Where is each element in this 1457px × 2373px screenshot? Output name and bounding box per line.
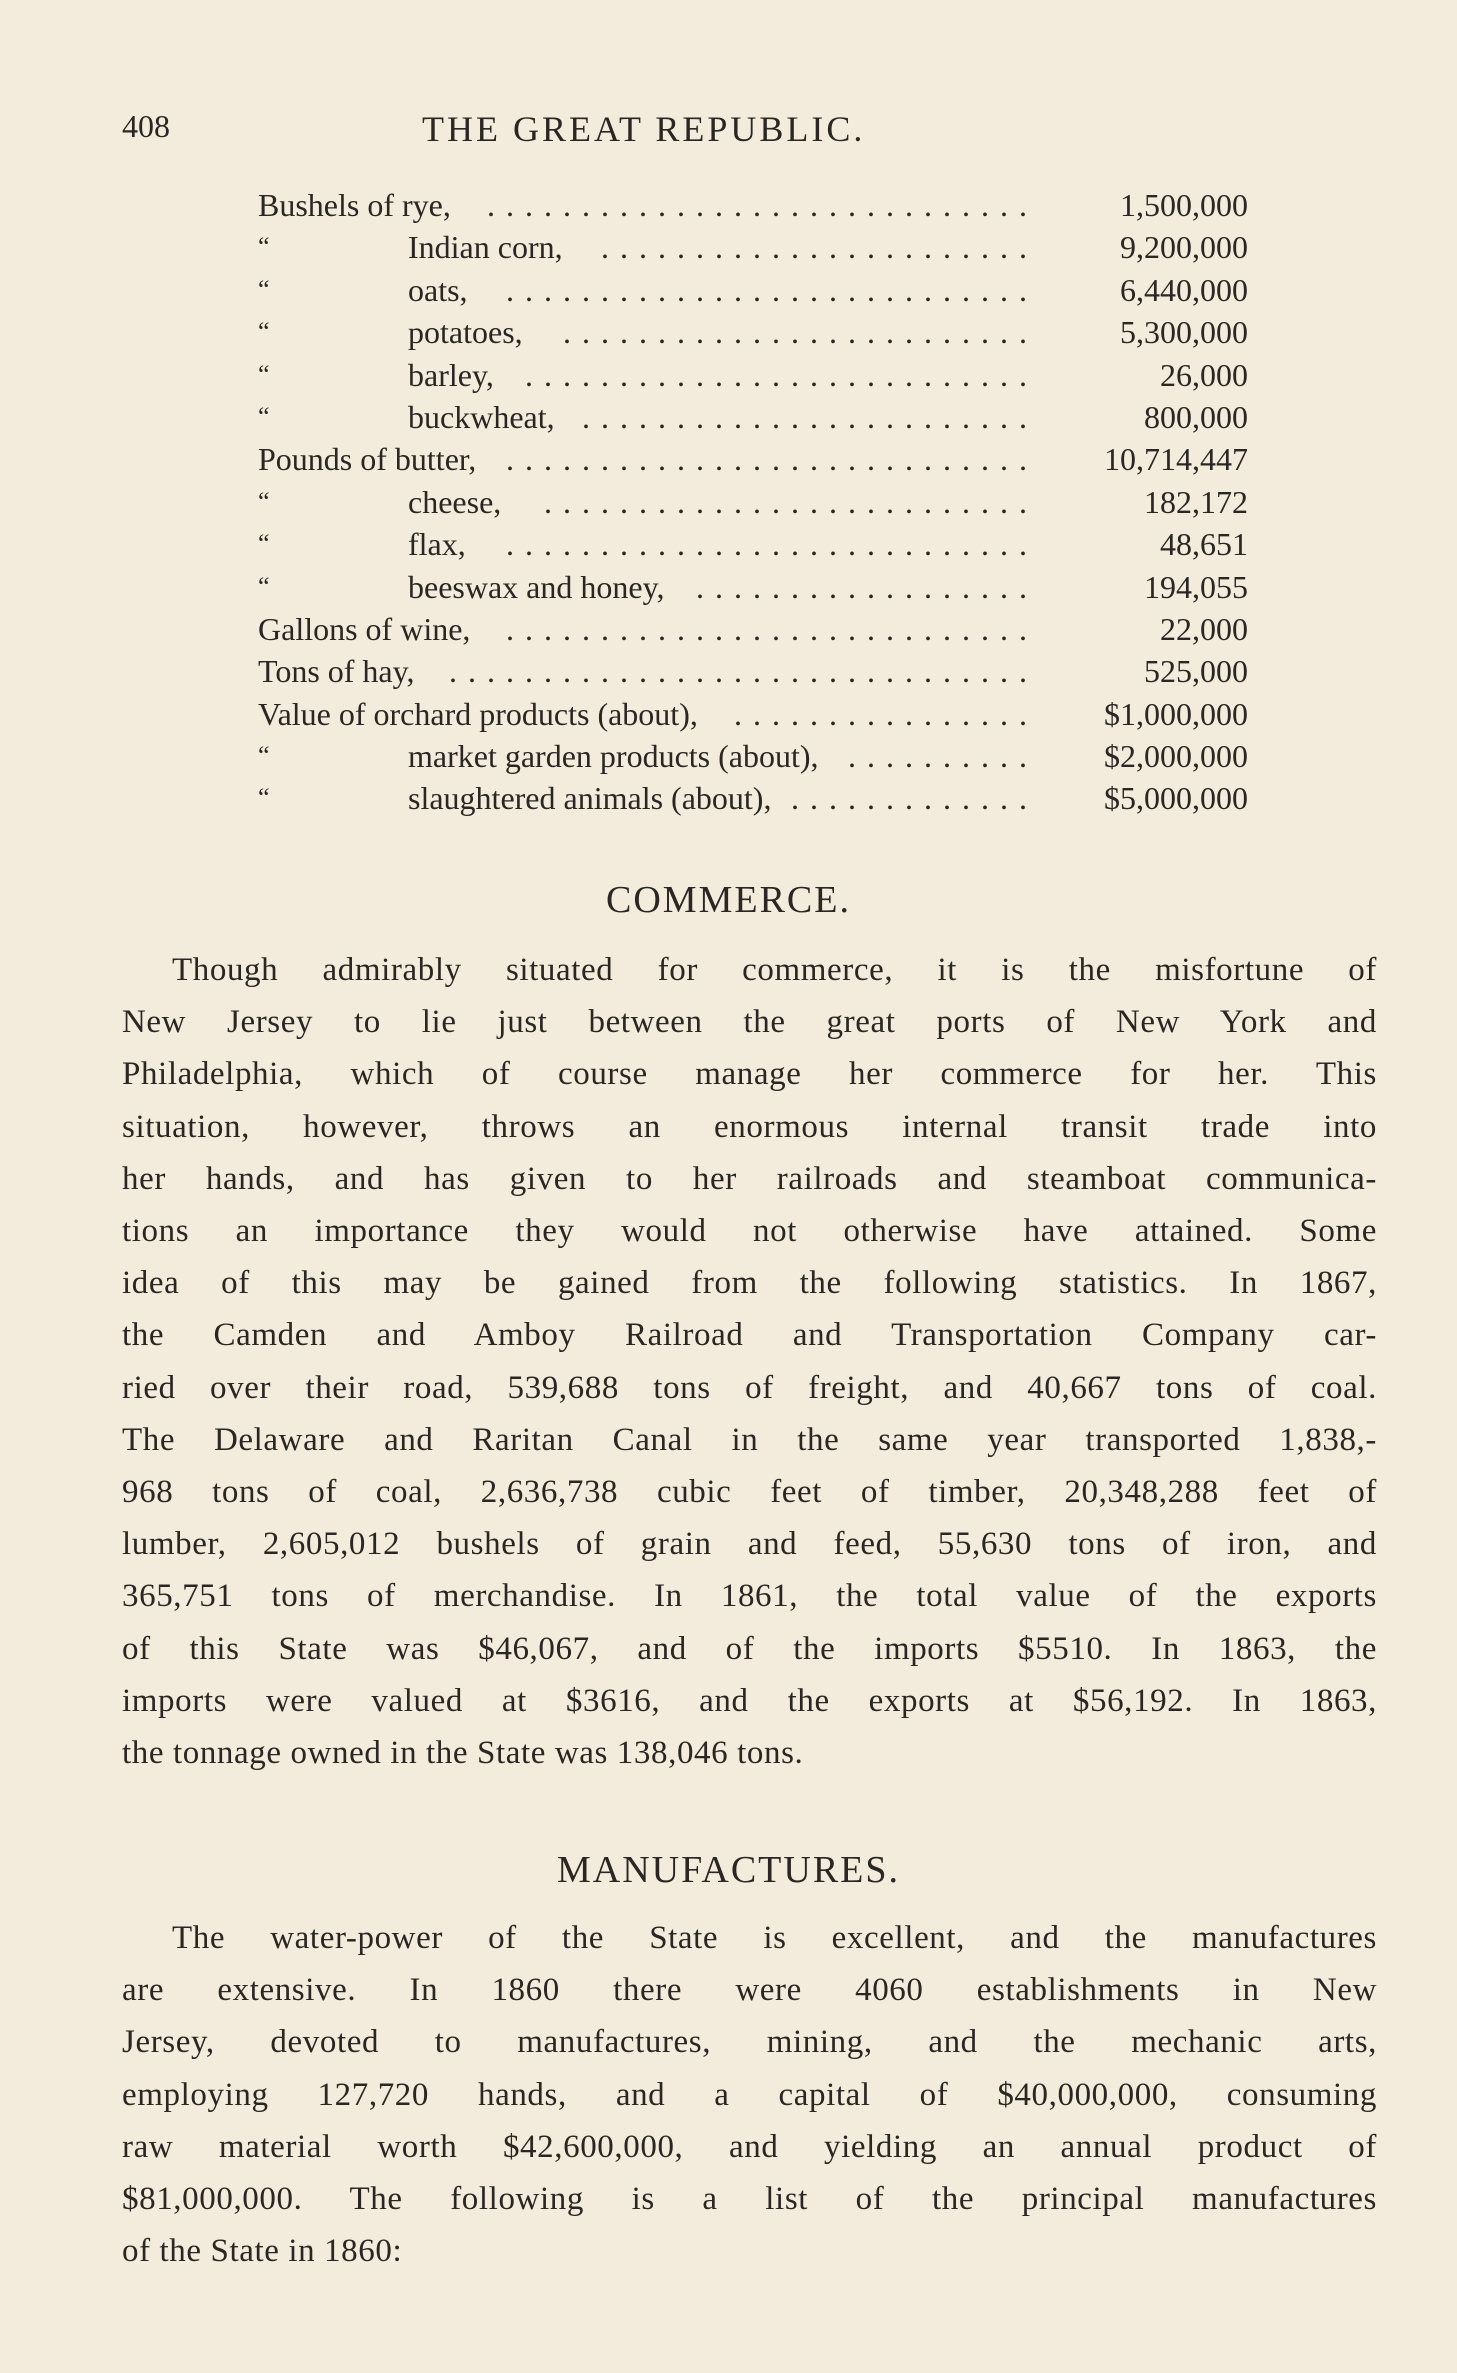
stat-label: wine, (400, 610, 471, 647)
text-line: are extensive. In 1860 there were 4060 establishments in New (122, 1972, 1377, 2009)
leader-dots: ............................ (506, 610, 1038, 647)
stat-label: buckwheat, (408, 398, 555, 435)
text-line: tions an importance they would not otherwise have attained. Some (122, 1213, 1377, 1250)
stat-label: butter, (394, 441, 477, 478)
stat-value: 9,200,000 (1120, 229, 1248, 266)
stat-label: oats, (408, 271, 468, 308)
text-line: employing 127,720 hands, and a capital of $40,000,000, consuming (122, 2076, 1377, 2113)
statistics-table (258, 184, 1248, 820)
stat-value: $1,000,000 (1104, 695, 1248, 732)
stat-label: slaughtered animals (about), (408, 780, 772, 817)
stat-label-group (258, 650, 415, 692)
leader-dots: ............................ (506, 526, 1038, 563)
leader-dots: ............................ (506, 441, 1038, 478)
stat-label: rye, (402, 187, 451, 223)
text-line: Though admirably situated for commerce, it is the misfortune of (172, 952, 1377, 988)
text-line: New Jersey to lie just between the great ports of New York and (122, 1004, 1377, 1041)
stat-label-group (258, 693, 698, 735)
stat-row (258, 184, 1248, 226)
stat-value: 194,055 (1144, 568, 1248, 605)
running-head (122, 108, 1262, 152)
leader-dots: ............................. (487, 187, 1038, 223)
page-number: 408 (122, 108, 170, 144)
text-line: 968 tons of coal, 2,636,738 cubic feet of timber, 20,348,288 feet of (122, 1474, 1377, 1511)
stat-label: orchard products (about), (373, 695, 698, 732)
stat-row (258, 777, 1248, 819)
ditto-mark: “ (258, 317, 270, 347)
stat-label: hay, (362, 653, 415, 690)
stat-prefix: Gallons of (258, 610, 393, 647)
stat-row (258, 523, 1248, 565)
section-title-commerce: COMMERCE. (606, 879, 851, 921)
stat-prefix: Value of (258, 695, 366, 732)
stat-label: cheese, (408, 483, 502, 520)
stat-value: 26,000 (1160, 356, 1248, 393)
stat-value: 182,172 (1144, 483, 1248, 520)
text-line: Philadelphia, which of course manage her commerce for her. This (122, 1056, 1377, 1093)
manufactures-paragraph (122, 1912, 1377, 2277)
text-line: Jersey, devoted to manufactures, mining, and the mechanic arts, (122, 2024, 1377, 2061)
leader-dots: .......... (848, 738, 1038, 775)
stat-value: 48,651 (1160, 526, 1248, 563)
text-line: The Delaware and Raritan Canal in the same year transported 1,838,- (122, 1421, 1377, 1458)
commerce-paragraph (122, 944, 1377, 1779)
text-line: idea of this may be gained from the following statistics. In 1867, (122, 1265, 1377, 1302)
stat-label-group (258, 608, 470, 650)
leader-dots: ............................... (449, 653, 1038, 690)
ditto-mark: “ (258, 274, 270, 304)
stat-label: flax, (408, 526, 466, 563)
stat-row (258, 735, 1248, 777)
text-line: her hands, and has given to her railroads and steamboat communica- (122, 1160, 1377, 1197)
stat-label: beeswax and honey, (408, 568, 665, 605)
stat-label: Indian corn, (408, 229, 563, 266)
stat-value: 1,500,000 (1120, 187, 1248, 223)
stat-value: 800,000 (1144, 398, 1248, 435)
section-title-manufactures: MANUFACTURES. (556, 1849, 901, 1891)
leader-dots: ....................... (601, 229, 1038, 266)
stat-value: $2,000,000 (1104, 738, 1248, 775)
text-line: raw material worth $42,600,000, and yielding an annual product of (122, 2128, 1377, 2165)
text-line: The water-power of the State is excellent, and the manufactures (172, 1920, 1377, 1956)
stat-row (258, 354, 1248, 396)
text-line: the Camden and Amboy Railroad and Transportation Company car- (122, 1317, 1377, 1354)
ditto-mark: “ (258, 783, 270, 813)
leader-dots: .......................... (544, 483, 1038, 520)
stat-row (258, 608, 1248, 650)
leader-dots: ............. (791, 780, 1038, 817)
stat-prefix: Tons of (258, 653, 355, 690)
stat-prefix: Bushels of (258, 187, 394, 223)
stat-row (258, 566, 1248, 608)
ditto-mark: “ (258, 401, 270, 431)
text-line: the tonnage owned in the State was 138,046 tons. (122, 1735, 804, 1772)
stat-value: 525,000 (1144, 653, 1248, 690)
text-line: of this State was $46,067, and of the imports $5510. In 1863, the (122, 1630, 1377, 1667)
text-line: of the State in 1860: (122, 2233, 403, 2270)
text-line: 365,751 tons of merchandise. In 1861, the total value of the exports (122, 1578, 1377, 1615)
ditto-mark: “ (258, 232, 270, 262)
ditto-mark: “ (258, 359, 270, 389)
stat-prefix: Pounds of (258, 441, 387, 478)
leader-dots: ................ (734, 695, 1038, 732)
ditto-mark: “ (258, 741, 270, 771)
text-line: lumber, 2,605,012 bushels of grain and feed, 55,630 tons of iron, and (122, 1526, 1377, 1563)
stat-value: 5,300,000 (1120, 314, 1248, 351)
ditto-mark: “ (258, 486, 270, 516)
stat-label: potatoes, (408, 314, 523, 351)
stat-row (258, 396, 1248, 438)
stat-label-group (258, 438, 476, 480)
stat-label: market garden products (about), (408, 738, 819, 775)
stat-row (258, 650, 1248, 692)
text-line: $81,000,000. The following is a list of the principal manufactures (122, 2181, 1377, 2218)
stat-row (258, 438, 1248, 480)
text-line: ried over their road, 539,688 tons of freight, and 40,667 tons of coal. (122, 1369, 1377, 1406)
stat-row (258, 269, 1248, 311)
stat-label-group (258, 184, 451, 226)
stat-value: 10,714,447 (1104, 441, 1248, 478)
ditto-mark: “ (258, 529, 270, 559)
text-line: imports were valued at $3616, and the exports at $56,192. In 1863, (122, 1682, 1377, 1719)
stat-value: $5,000,000 (1104, 780, 1248, 817)
stat-value: 22,000 (1160, 610, 1248, 647)
stat-row (258, 693, 1248, 735)
leader-dots: ........................ (582, 398, 1038, 435)
leader-dots: ......................... (563, 314, 1038, 351)
ditto-mark: “ (258, 571, 270, 601)
stat-row (258, 311, 1248, 353)
stat-label: barley, (408, 356, 494, 393)
leader-dots: ............................ (506, 271, 1038, 308)
stat-row (258, 481, 1248, 523)
text-line: situation, however, throws an enormous internal transit trade into (122, 1108, 1377, 1145)
running-title: THE GREAT REPUBLIC. (422, 109, 866, 149)
leader-dots: .................. (696, 568, 1038, 605)
leader-dots: ........................... (525, 356, 1038, 393)
stat-value: 6,440,000 (1120, 271, 1248, 308)
stat-row (258, 226, 1248, 268)
